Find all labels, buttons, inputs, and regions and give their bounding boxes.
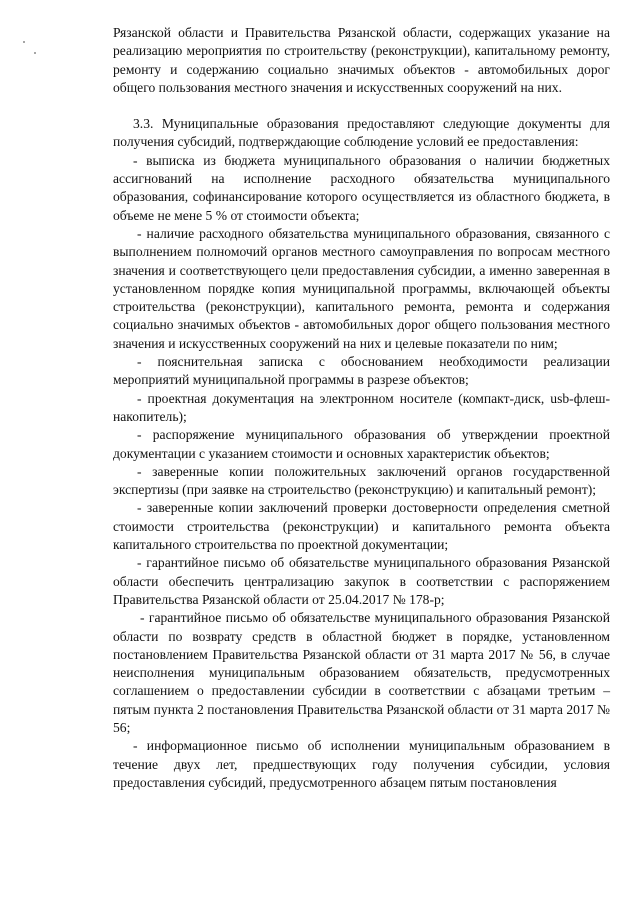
list-item-budget-extract: - выписка из бюджета муниципального образования о наличии бюджетных ассигнований на исполнение расходного обязательства муниципального образования, софинансирование которого осуществляется из областного бюджета, в объеме не мене 5 % от стоимости объекта; — [113, 152, 610, 223]
paragraph-section-3-3: 3.3. Муниципальные образования предоставляют следующие документы для получения субсидий, подтверждающие соблюдение условий ее предоставления: — [113, 116, 610, 150]
list-item-guarantee-letter-procurement: - гарантийное письмо об обязательстве муниципального образования Рязанской области обеспечить централизацию закупок в соответствии с распоряжением Правительства Рязанской области от 25.04.2017 № 178-р; — [113, 555, 610, 607]
list-item-explanatory-note: - пояснительная записка с обоснованием необходимости реализации мероприятий муниципальной программы в разрезе объектов; — [113, 354, 610, 388]
document-body — [113, 24, 610, 792]
list-item-expertise-conclusions: - заверенные копии положительных заключений органов государственной экспертизы (при заявке на строительство (реконструкцию) и капитальный ремонт); — [113, 463, 610, 498]
scan-speck — [23, 41, 25, 43]
paragraph-gap — [113, 97, 610, 115]
list-item-guarantee-letter-refund: - гарантийное письмо об обязательстве муниципального образования Рязанской области по возврату средств в областной бюджет в порядке, установленном постановлением Правительства Рязанской области от 31 марта 2017 № 56, в случае неисполнения муниципальным образованием обязательств, предусмотренных соглашением о предоставлении субсидии в соответствии с абзацами третьим – пятым пункта 2 постановления Правительства Рязанской области от 31 марта 2017 № 56; — [113, 610, 610, 735]
list-item-approval-order: - распоряжение муниципального образования об утверждении проектной документации с указанием стоимости и основных характеристик объектов; — [113, 427, 610, 461]
list-item-expense-obligation: - наличие расходного обязательства муниципального образования, связанного с выполнением полномочий органов местного самоуправления по вопросам местного значения и соответствующего цели предоставления субсидии, а именно заверенная в установленном порядке копия муниципальной программы, включающей объекты строительства (реконструкции), капитального ремонта, ремонта и содержания социально значимых объектов - автомобильных дорог общего пользования местного значения и искусственных сооружений на них и целевые показатели по ним; — [113, 225, 610, 351]
list-item-information-letter: - информационное письмо об исполнении муниципальным образованием в течение двух лет, предшествующих году получения субсидии, условия предоставления субсидий, предусмотренного абзацем пятым постановления — [113, 738, 610, 790]
list-item-cost-verification: - заверенные копии заключений проверки достоверности определения сметной стоимости строительства (реконструкции) и капитального ремонта объекта капитального строительства по проектной документации; — [113, 500, 610, 553]
paragraph-continuation: Рязанской области и Правительства Рязанской области, содержащих указание на реализацию мероприятия по строительству (реконструкции), капитальному ремонту, ремонту и содержанию социально значимых объектов - автомобильных дорог общего пользования местного значения и искусственных сооружений на них. — [113, 25, 610, 95]
list-item-project-documentation: - проектная документация на электронном носителе (компакт-диск, usb-флеш-накопитель); — [113, 390, 610, 424]
scan-speck — [34, 52, 36, 54]
